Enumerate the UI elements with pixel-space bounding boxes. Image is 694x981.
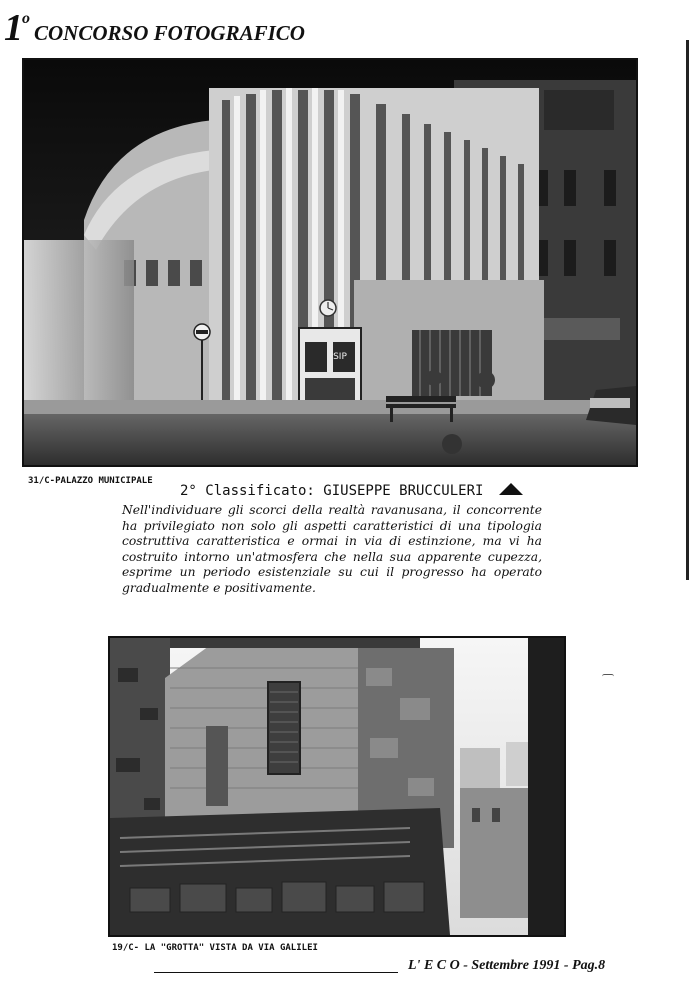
triangle-pointer-icon: [499, 483, 523, 495]
award-subtitle: 2° Classificato: GIUSEPPE BRUCCULERI: [180, 483, 484, 499]
contest-number: 1: [4, 7, 22, 49]
photo-palazzo-municipale: [22, 58, 638, 467]
contest-ordinal: o: [22, 10, 30, 27]
page-footer: L' E C O - Settembre 1991 - Pag.8: [408, 958, 606, 973]
photo2-caption: 19/C- LA "GROTTA" VISTA DA VIA GALILEI: [112, 943, 318, 953]
right-edge-rule: [686, 40, 689, 580]
stray-mark: [602, 674, 614, 679]
page-header: [4, 6, 305, 50]
footer-rule: [154, 972, 398, 973]
photo-la-grotta: [108, 636, 566, 937]
jury-commentary: Nell'individuare gli scorci della realtà ravanusana, il concorrente ha privilegiato non solo gli aspetti caratteristici di una tipologia costruttiva caratteristica e ormai in via di estinzione, ma vi ha costruito intorno un'atmosfera che nella sua apparente cupezza, esprime un periodo esistenziale su cui il progresso ha operato gradualmente e positivamente.: [122, 503, 542, 595]
sip-sign: SIP: [333, 352, 347, 362]
photo1-caption: 31/C-PALAZZO MUNICIPALE: [28, 476, 153, 486]
contest-title: CONCORSO FOTOGRAFICO: [34, 21, 305, 45]
